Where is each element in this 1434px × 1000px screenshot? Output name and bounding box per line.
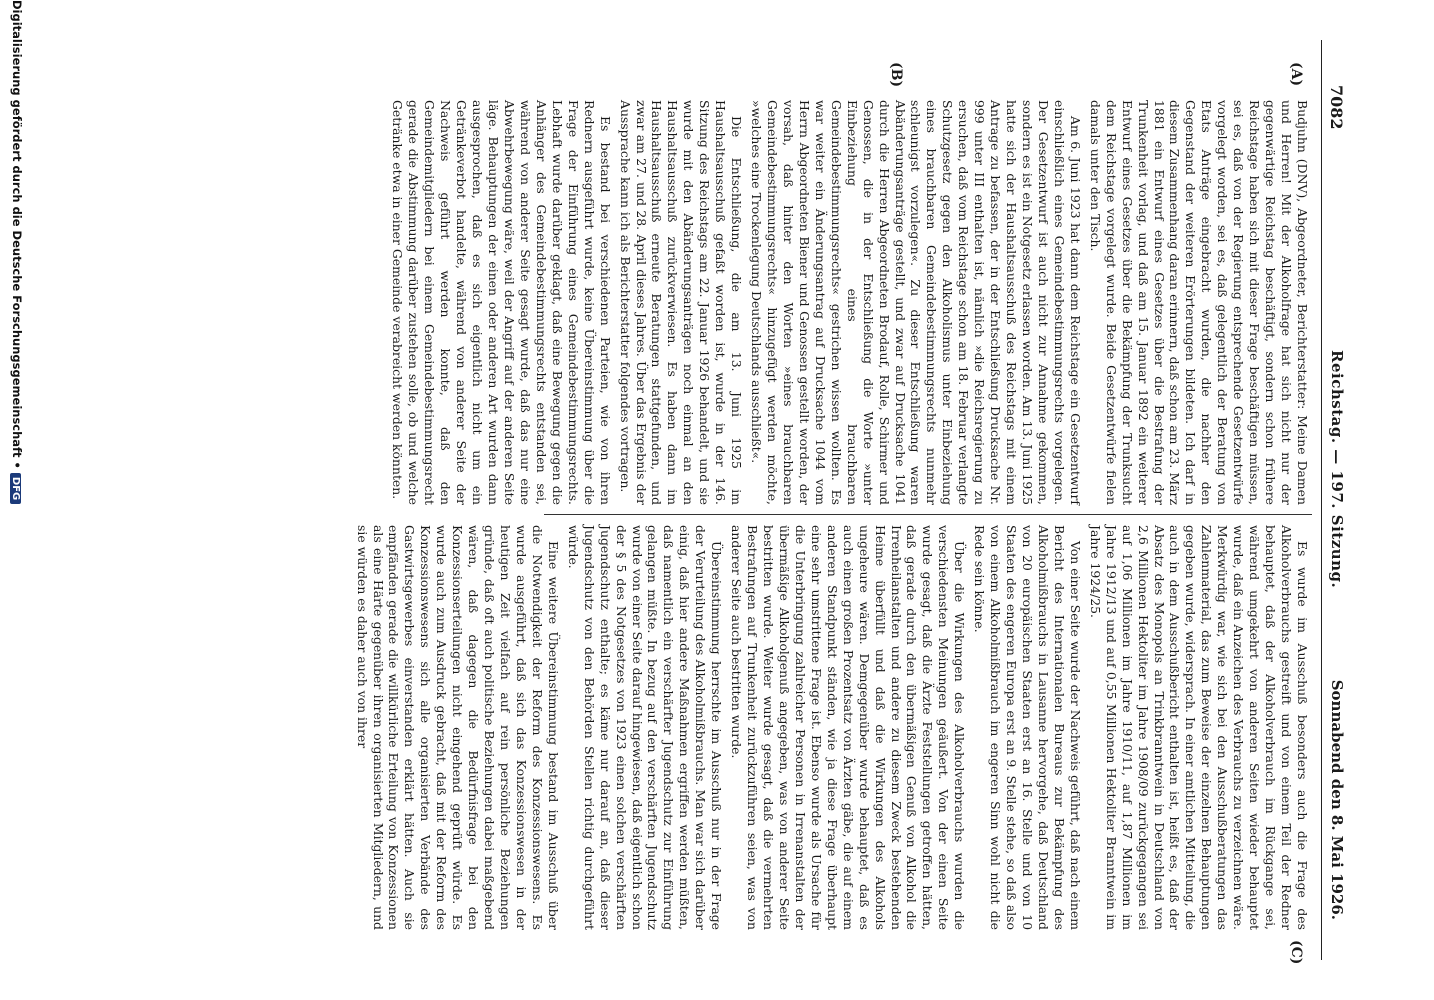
margin-letter-a: (A) [1288,62,1304,87]
margin-letter-b: (B) [888,62,904,88]
paragraph: Budjuhn (DNV), Abgeordneter, Berichterstatter: Meine Damen und Herren! Mit der Alkoholfrage hat sich nicht nur der gegenwärtige Reichstag beschäftigt, sondern schon frühere Reichstage haben sich mit dieser Frage beschäftigen müssen, sei es, daß von der Regierung entsprechende Gesetzentwürfe vorgelegt worden, sei es, daß gelegentlich der Beratung von Etats Anträge eingebracht wurden, die nachher den Gegenstand der weiteren Erörterungen bildeten. Ich darf in diesem Zusammenhang daran erinnern, daß schon am 23. März 1881 ein Entwurf eines Gesetzes über die Bestrafung der Trunkenheit vorlag, und daß am 15. Januar 1892 ein weiterer Entwurf eines Gesetzes über die Bekämpfung der Trunksucht dem Reichstage vorgelegt wurde. Beide Gesetzentwürfe fielen damals unter den Tisch. [1087,100,1310,505]
paragraph: Über die Wirkungen des Alkoholverbrauchs wurden die verschiedensten Meinungen geäußert. Von der einen Seite wurde gesagt, daß die Ärzte Feststellungen getroffen hätten, daß gerade durch den übermäßigen Genuß von Alkohol die Irrenheilanstalten und andere zu diesem Zweck bestehenden Heime überfüllt und daß die Wirkungen des Alkohols ungeheure wären. Demgegenüber wurde behauptet, daß es auch einen großen Prozentsatz von Ärzten gäbe, die auf einem anderen Standpunkt ständen, wie ja diese Frage überhaupt eine sehr umstrittene Frage ist. Ebenso wurde als Ursache für die Unterbringung zahlreicher Personen in Irrenanstalten der übermäßige Alkoholgenuß angegeben, was von anderer Seite bestritten wurde. Weiter wurde gesagt, daß die vermehrten Bestrafungen auf Trunkenheit zurückzuführen seien, was von anderer Seite auch bestritten wurde. [729,525,968,930]
paragraph: Die Entschließung, die am 13. Juni 1925 im Haushaltsausschuß gefaßt worden ist, wurde in der 146. Sitzung des Reichstags am 22. Januar 1926 behandelt, und sie wurde mit den Abänderungsanträgen noch einmal an den Haushaltsausschuß zurückverwiesen. Es haben dann im Haushaltsausschuß erneute Beratungen stattgefunden, und zwar am 27. und 28. April dieses Jahres. Über das Ergebnis der Aussprache kann ich als Berichterstatter folgendes vortragen. [617,100,745,505]
paragraph: Am 6. Juni 1923 hat dann dem Reichstage ein Gesetzentwurf einschließlich eines Gemeindebestimmungsrechts vorgelegen. Der Gesetzentwurf ist auch nicht zur Annahme gekommen, sondern es ist ein Notgesetz erlassen worden. Am 13. Juni 1925 hatte sich der Haushaltsausschuß des Reichstags mit einem Antrage zu befassen, der in der Entschließung Drucksache Nr. 999 unter III enthalten ist, nämlich »die Reichsregierung zu ersuchen, daß vom Reichstage schon am 18. Februar verlangte Schutzgesetz gegen den Alkoholismus unter Einbeziehung eines brauchbaren Gemeindebestimmungsrechts nunmehr schleunigst vorzulegen«. Zu dieser Entschließung waren Abänderungsanträge gestellt, und zwar auf Drucksache 1041 durch die Herren Abgeordneten Brodauf, Rolle, Schirmer und Genossen, die in der Entschließung die Worte »unter Einbeziehung eines brauchbaren Gemeindebestimmungsrechts« gestrichen wissen wollten. Es war weiter ein Änderungsantrag auf Drucksache 1044 vom Herrn Abgeordneten Biener und Genossen gestellt worden, der vorsah, daß hinter den Worten »eines brauchbaren Gemeindebestimmungsrechts« hinzugefügt werden möchte, »welches eine Trockenlegung Deutschlands ausschließt«. [749,100,1083,505]
session-title: Reichstag. — 197. Sitzung. [1328,350,1346,589]
page-number: 7082 [1327,85,1346,130]
digitization-footer [4,0,24,1000]
paragraph: Von einer Seite wurde der Nachweis geführt, daß nach einem Bericht des Internationalen Bureaus zur Bekämpfung des Alkoholmißbrauchs in Lausanne hervorgehe, daß Deutschland von 20 europäischen Staaten erst an 16. Stelle und von 10 Staaten des engeren Europa erst an 9. Stelle stehe, so daß also von einem Alkoholmißbrauch im engeren Sinn wohl nicht die Rede sein könne. [972,525,1083,930]
page-header [1321,40,1352,960]
session-date: Sonnabend den 8. Mai 1926. [1328,679,1346,920]
footer-text: Digitalisierung gefördert durch die Deutsche Forschungsgemeinschaft • [10,0,24,469]
right-column [354,525,1310,930]
paragraph: Eine weitere Übereinstimmung bestand im Ausschuß über die Notwendigkeit der Reform des Konzessionswesens. Es wurde ausgeführt, daß sich das Konzessionswesen in der heutigen Zeit vielfach auf rein persönliche Beziehungen gründe, daß oft auch politische Beziehungen dabei maßgebend wären, daß dagegen die Bedürfnisfrage bei den Konzessionserteilungen nicht eingehend geprüft würde. Es wurde auch zum Ausdruck gebracht, daß mit der Reform des Konzessionswesens sich alle organisierten Verbände des Gastwirtsgewerbes einverstanden erklärt hätten. Auch sie empfänden gerade die willkürliche Erteilung von Konzessionen als eine Härte gegenüber ihren organisierten Mitgliedern, und sie würden es daher auch von ihrer [354,525,561,930]
dfg-logo: DFG [10,473,21,504]
paragraph: Es bestand bei verschiedenen Parteien, wie von ihren Rednern ausgeführt wurde, keine Übereinstimmung über die Frage der Einführung eines Gemeindebestimmungsrechts. Lebhaft wurde darüber geklagt, daß eine Bewegung gegen die Anhänger des Gemeindebestimmungsrechts entstanden sei, während von anderer Seite gesagt wurde, daß das nur eine Abwehrbewegung wäre, weil der Angriff auf der anderen Seite läge. Behauptungen der einen oder anderen Art wurden dann ausgesprochen, daß es sich eigentlich nicht um ein Getränkeverbot handelte, während von anderer Seite der Nachweis geführt werden konnte, daß den Gemeindemitgliedern bei einem Gemeindebestimmungsrecht gerade die Abstimmung darüber zustehen solle, ob und welche Getränke etwa in einer Gemeinde verabreicht werden könnten. [390,100,613,505]
paragraph: Übereinstimmung herrschte im Ausschuß nur in der Frage der Verurteilung des Alkoholmißbrauchs. Man war sich darüber einig, daß hier andere Maßnahmen ergriffen werden müßten, daß namentlich ein verschärfter Jugendschutz zur Einführung gelangen müßte. In bezug auf den verschärften Jugendschutz wurde von einer Seite darauf hingewiesen, daß eigentlich schon der § 5 des Notgesetzes von 1923 einen solchen verschärften Jugendschutz enthalte; es käme nur darauf an, daß dieser Jugendschutz von den Behörden Stellen richtig durchgeführt würde. [565,525,725,930]
column-divider [544,514,1312,515]
margin-letter-c: (C) [1288,940,1304,965]
paragraph: Es wurde im Ausschuß besonders auch die Frage des Alkoholverbrauchs gestreift und von einem Teil der Redner behauptet, daß der Alkoholverbrauch im Rückgange sei, während umgekehrt von anderen Seiten wieder behauptet wurde, daß ein Anzeichen des Verbrauchs zu verzeichnen wäre. Merkwürdig war, wie sich bei den Ausschußberatungen das Zahlenmaterial, das zum Beweise der einzelnen Behauptungen gegeben wurde, widersprach. In einer amtlichen Mitteilung, die auch in dem Ausschußbericht enthalten ist, heißt es, daß der Absatz des Monopols an Trinkbranntwein in Deutschland von 2,6 Millionen Hektoliter im Jahre 1908/09 zurückgegangen sei auf 1,06 Millionen im Jahre 1910/11, auf 1,87 Millionen im Jahre 1912/13 und auf 0,55 Millionen Hektoliter Branntwein im Jahre 1924/25. [1087,525,1310,930]
left-column [390,100,1310,505]
